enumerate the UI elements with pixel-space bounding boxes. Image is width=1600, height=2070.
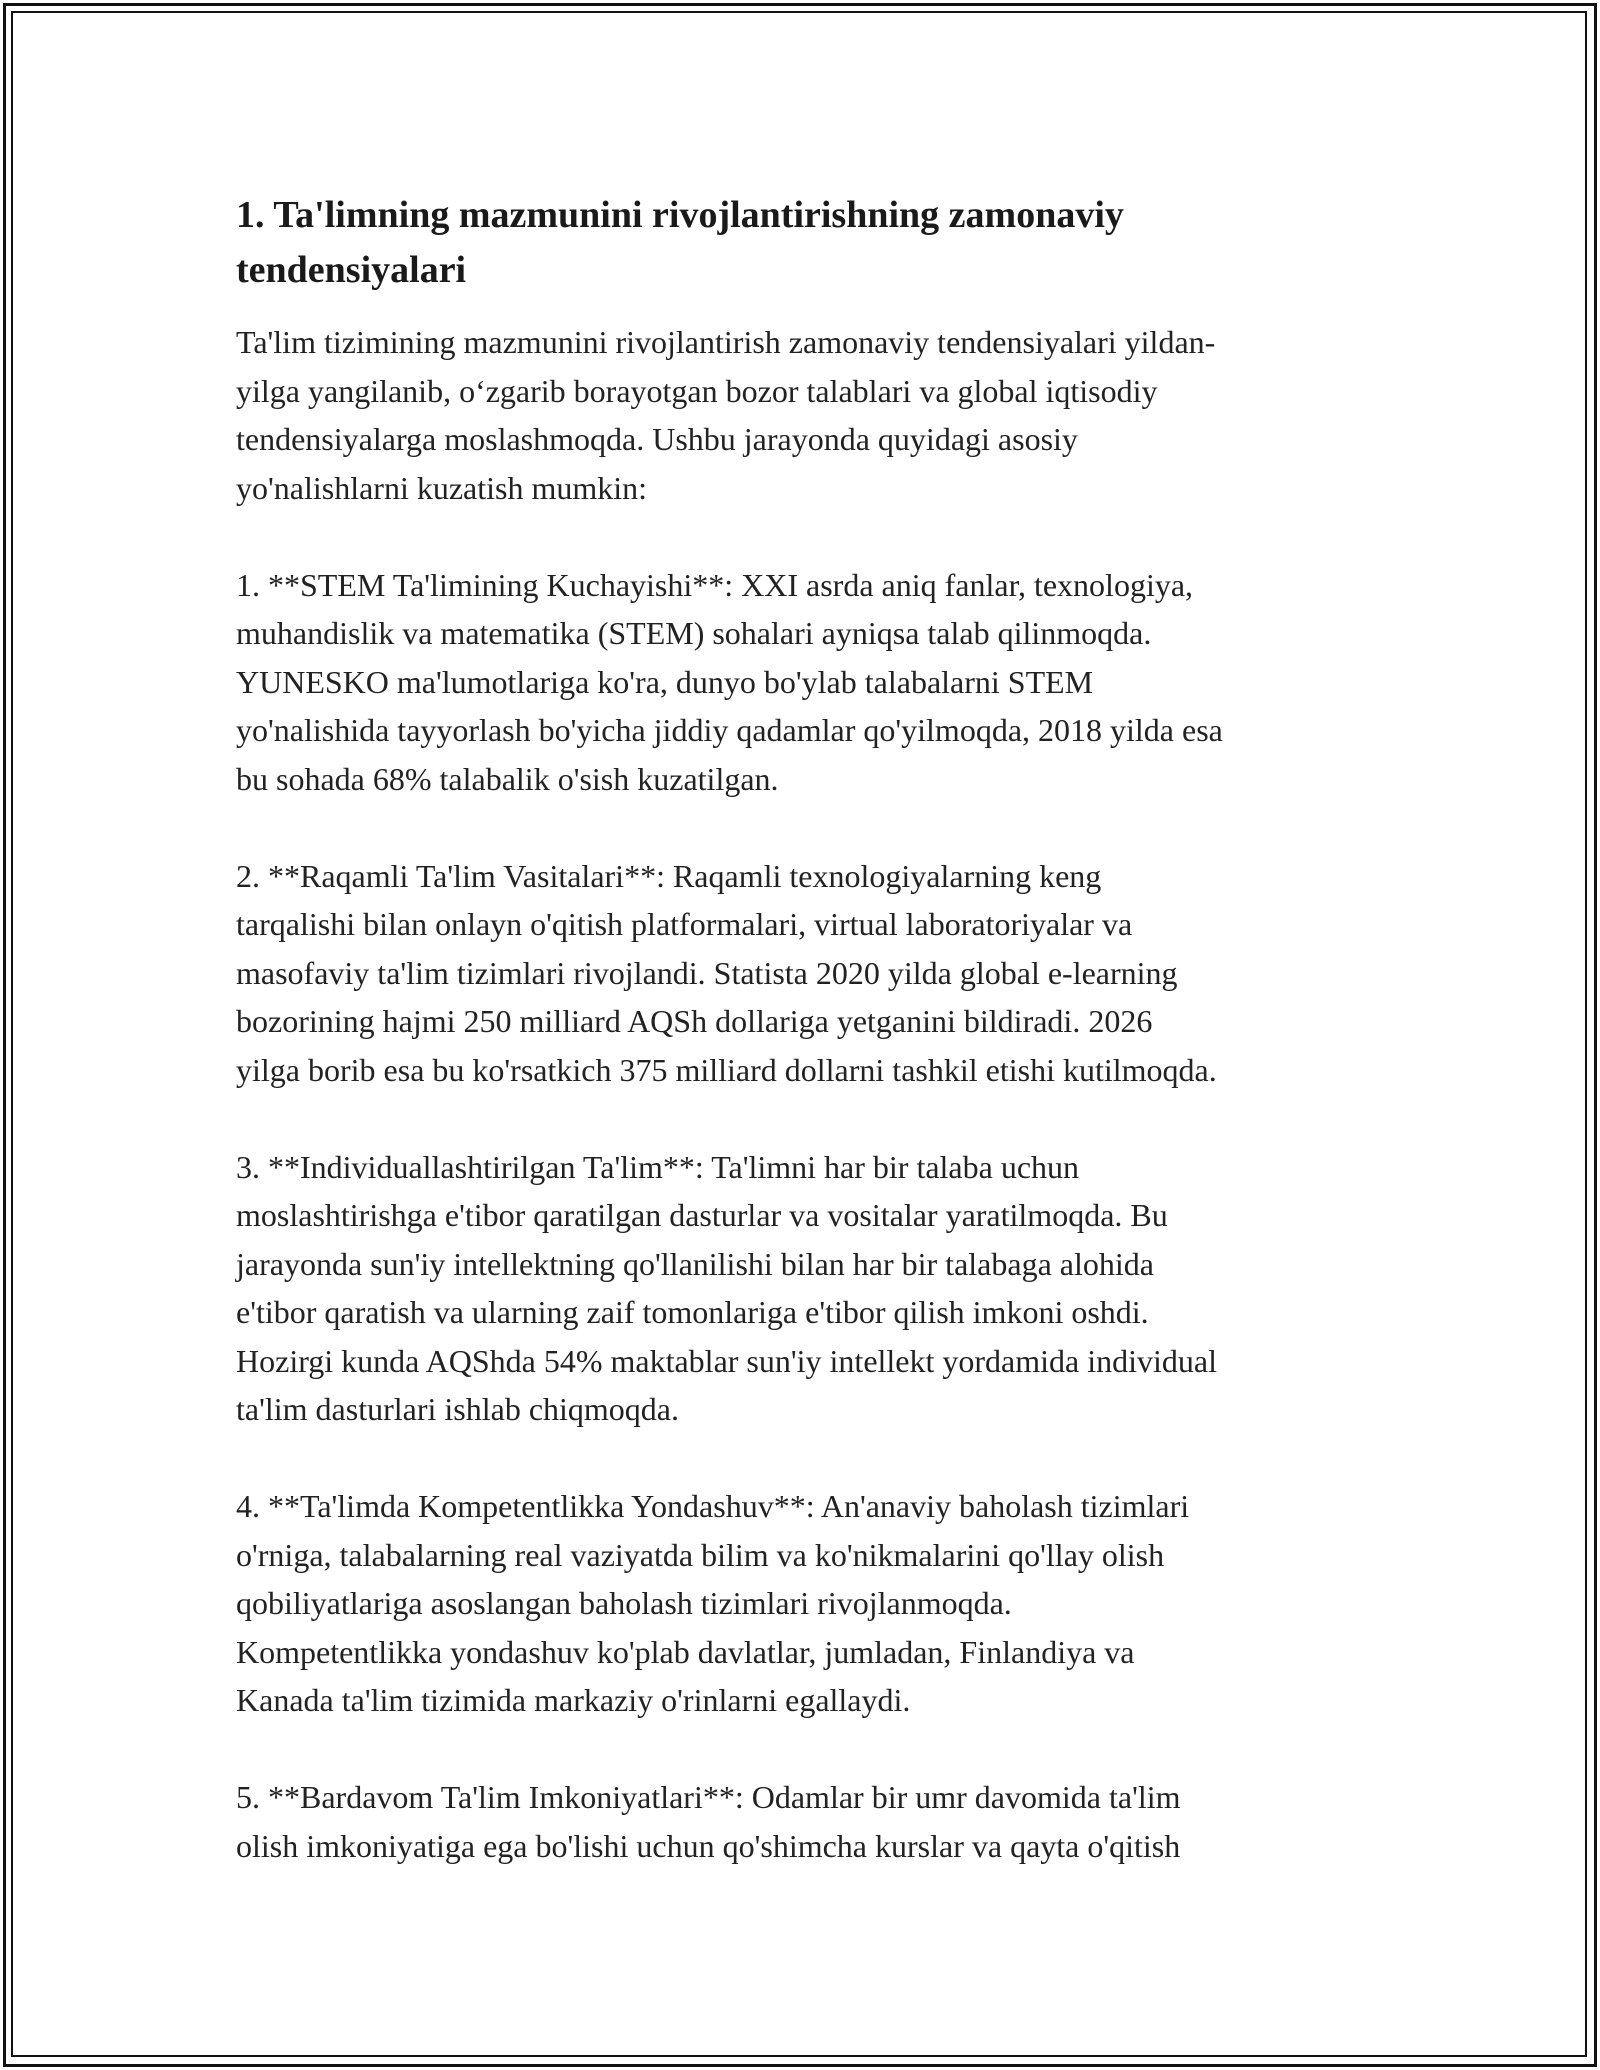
- section-heading: 1. Ta'limning mazmunini rivojlantirishning zamonaviy tendensiyalari: [236, 194, 1124, 291]
- list-item-lifelong: 5. **Bardavom Ta'lim Imkoniyatlari**: Odamlar bir umr davomida ta'lim olish imkoniyatiga ega bo'lishi uchun qo'shimcha kurslar va qayta o'qitish: [236, 1779, 1181, 1864]
- list-item-competency: 4. **Ta'limda Kompetentlikka Yondashuv**: An'anaviy baholash tizimlari o'rniga, talabalarning real vaziyatda bilim va ko'nikmalarini qo'llay olish qobiliyatlariga asoslangan baholash tizimlari rivojlanmoqda. Kompetentlikka yondashuv ko'plab davlatlar, jumladan, Finlandiya va Kanada ta'lim tizimida markaziy o'rinlarni egallaydi.: [236, 1488, 1190, 1718]
- list-item-stem: 1. **STEM Ta'limining Kuchayishi**: XXI asrda aniq fanlar, texnologiya, muhandislik va matematika (STEM) sohalari ayniqsa talab qilinmoqda. YUNESKO ma'lumotlariga ko'ra, dunyo bo'ylab talabalarni STEM yo'nalishida tayyorlash bo'yicha jiddiy qadamlar qo'yilmoqda, 2018 yilda esa bu sohada 68% talabalik o'sish kuzatilgan.: [236, 566, 1223, 797]
- list-item-individualized: 3. **Individuallashtirilgan Ta'lim**: Ta'limni har bir talaba uchun moslashtirishga e'tibor qaratilgan dasturlar va vositalar yaratilmoqda. Bu jarayonda sun'iy intellektning qo'llanilishi bilan har bir talabaga alohida e'tibor qaratish va ularning zaif tomonlariga e'tibor qilish imkoni oshdi. Hozirgi kunda AQShda 54% maktablar sun'iy intellekt yordamida individual ta'lim dasturlari ishlab chiqmoqda.: [236, 1148, 1217, 1427]
- intro-paragraph: Ta'lim tizimining mazmunini rivojlantirish zamonaviy tendensiyalari yildan- yilga yangilanib, o‘zgarib borayotgan bozor talablari va global iqtisodiy tendensiyalarga moslashmoqda. Ushbu jarayonda quyidagi asosiy yo'nalishlarni kuzatish mumkin:: [236, 324, 1216, 506]
- list-item-digital-tools: 2. **Raqamli Ta'lim Vasitalari**: Raqamli texnologiyalarning keng tarqalishi bilan onlayn o'qitish platformalari, virtual laboratoriyalar va masofaviy ta'lim tizimlari rivojlandi. Statista 2020 yilda global e-learning bozorining hajmi 250 milliard AQSh dollariga yetganini bildiradi. 2026 yilga borib esa bu ko'rsatkich 375 milliard dollarni tashkil etishi kutilmoqda.: [236, 857, 1217, 1088]
- document-body: [236, 188, 1386, 1919]
